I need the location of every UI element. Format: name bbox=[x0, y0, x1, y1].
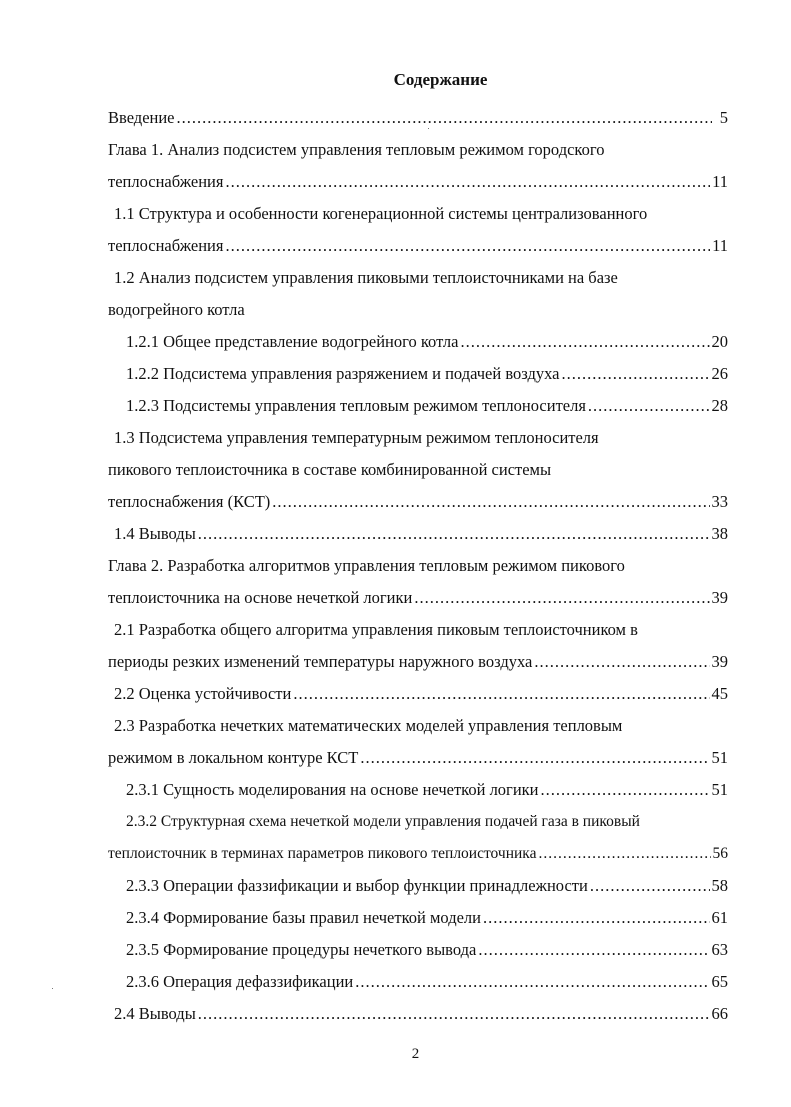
toc-entry-text: 2.3.6 Операция дефаззификации bbox=[126, 972, 354, 991]
toc-entry[interactable] bbox=[108, 550, 728, 582]
toc-entry[interactable] bbox=[108, 390, 728, 422]
table-of-contents bbox=[108, 102, 728, 1030]
toc-entry-page: 5 bbox=[719, 108, 728, 127]
toc-entry-text: 1.2.2 Подсистема управления разряжением и подачей воздуха bbox=[126, 364, 560, 383]
dot-leader bbox=[272, 486, 709, 518]
toc-entry-page: 63 bbox=[711, 940, 728, 959]
toc-entry-text: пикового теплоисточника в составе комбинированной системы bbox=[108, 460, 552, 479]
toc-entry[interactable] bbox=[108, 262, 728, 294]
toc-entry-page: 28 bbox=[711, 396, 728, 415]
dot-leader bbox=[483, 902, 710, 934]
toc-entry[interactable] bbox=[108, 198, 728, 230]
toc-entry[interactable] bbox=[108, 806, 728, 838]
dot-leader bbox=[460, 326, 709, 358]
toc-entry[interactable] bbox=[108, 326, 728, 358]
toc-entry-page: 38 bbox=[711, 524, 728, 543]
toc-entry-text: теплоснабжения bbox=[108, 236, 224, 255]
toc-entry-page: 51 bbox=[711, 780, 728, 799]
toc-entry[interactable] bbox=[108, 934, 728, 966]
toc-entry-text: 1.1 Структура и особенности когенерационной системы централизованного bbox=[114, 204, 648, 223]
dot-leader bbox=[590, 870, 710, 902]
toc-entry[interactable] bbox=[108, 678, 728, 710]
toc-entry-page: 66 bbox=[711, 1004, 728, 1023]
toc-entry[interactable] bbox=[108, 742, 728, 774]
dot-leader bbox=[225, 230, 710, 262]
toc-entry-page: 39 bbox=[711, 652, 728, 671]
toc-entry[interactable] bbox=[108, 710, 728, 742]
toc-entry[interactable] bbox=[108, 166, 728, 198]
toc-entry[interactable] bbox=[108, 902, 728, 934]
toc-entry-text: теплоисточника на основе нечеткой логики bbox=[108, 588, 413, 607]
toc-entry[interactable] bbox=[108, 134, 728, 166]
toc-entry-page: 65 bbox=[711, 972, 728, 991]
toc-entry[interactable] bbox=[108, 422, 728, 454]
toc-entry[interactable] bbox=[108, 294, 728, 326]
dot-leader bbox=[225, 166, 710, 198]
toc-entry-text: теплоснабжения bbox=[108, 172, 224, 191]
toc-entry-page: 58 bbox=[711, 876, 728, 895]
dot-leader bbox=[541, 774, 710, 806]
page-number-container bbox=[0, 1046, 791, 1063]
toc-entry-page: 26 bbox=[711, 364, 728, 383]
toc-entry-page: 11 bbox=[712, 236, 728, 255]
toc-entry-text: режимом в локальном контуре КСТ bbox=[108, 748, 359, 767]
toc-entry[interactable] bbox=[108, 102, 728, 134]
dot-leader bbox=[360, 742, 709, 774]
toc-entry-text: периоды резких изменений температуры наружного воздуха bbox=[108, 652, 533, 671]
toc-entry-text: 2.3 Разработка нечетких математических моделей управления тепловым bbox=[114, 716, 623, 735]
toc-entry-text: Глава 2. Разработка алгоритмов управления тепловым режимом пикового bbox=[108, 556, 625, 575]
dot-leader bbox=[414, 582, 709, 614]
toc-entry-page: 39 bbox=[711, 588, 728, 607]
dot-leader bbox=[198, 518, 710, 550]
toc-entry[interactable] bbox=[108, 998, 728, 1030]
dot-leader bbox=[355, 966, 709, 998]
toc-entry-page: 11 bbox=[712, 172, 728, 191]
dot-leader bbox=[562, 358, 710, 390]
toc-entry-page: 33 bbox=[711, 492, 728, 511]
toc-entry[interactable] bbox=[108, 774, 728, 806]
toc-entry-text: 2.3.2 Структурная схема нечеткой модели управления подачей газа в пиковый bbox=[126, 813, 640, 830]
toc-entry-text: 1.4 Выводы bbox=[114, 524, 196, 543]
toc-entry-page: 61 bbox=[711, 908, 728, 927]
toc-entry-text: Введение bbox=[108, 108, 175, 127]
dot-leader bbox=[177, 102, 712, 134]
toc-entry[interactable] bbox=[108, 614, 728, 646]
dot-leader bbox=[478, 934, 709, 966]
toc-entry[interactable] bbox=[108, 582, 728, 614]
page-title: Содержание bbox=[393, 70, 488, 89]
toc-entry-page: 45 bbox=[711, 684, 728, 703]
dot-leader bbox=[198, 998, 710, 1030]
toc-entry[interactable] bbox=[108, 454, 728, 486]
toc-entry[interactable] bbox=[108, 518, 728, 550]
toc-entry-text: 2.2 Оценка устойчивости bbox=[114, 684, 292, 703]
toc-entry-text: Глава 1. Анализ подсистем управления тепловым режимом городского bbox=[108, 140, 605, 159]
toc-entry-page: 56 bbox=[712, 845, 728, 862]
toc-entry-text: 1.3 Подсистема управления температурным режимом теплоносителя bbox=[114, 428, 599, 447]
toc-entry[interactable] bbox=[108, 230, 728, 262]
toc-entry-page: 20 bbox=[711, 332, 728, 351]
toc-entry[interactable] bbox=[108, 870, 728, 902]
toc-entry-text: теплоснабжения (КСТ) bbox=[108, 492, 271, 511]
scan-speck bbox=[428, 128, 429, 129]
dot-leader bbox=[538, 838, 710, 870]
toc-entry[interactable] bbox=[108, 646, 728, 678]
toc-entry[interactable] bbox=[108, 966, 728, 998]
toc-entry-text: 1.2.1 Общее представление водогрейного котла bbox=[126, 332, 459, 351]
toc-entry-page: 51 bbox=[711, 748, 728, 767]
toc-entry-text: 1.2 Анализ подсистем управления пиковыми теплоисточниками на базе bbox=[114, 268, 618, 287]
dot-leader bbox=[293, 678, 709, 710]
toc-entry[interactable] bbox=[108, 486, 728, 518]
toc-entry-text: 2.3.1 Сущность моделирования на основе нечеткой логики bbox=[126, 780, 539, 799]
toc-entry-text: 2.3.4 Формирование базы правил нечеткой модели bbox=[126, 908, 481, 927]
toc-entry-text: теплоисточник в терминах параметров пикового теплоисточника bbox=[108, 845, 537, 862]
page-number: 2 bbox=[411, 1046, 420, 1062]
scan-speck bbox=[52, 988, 53, 989]
toc-entry[interactable] bbox=[108, 358, 728, 390]
toc-entry-text: 2.4 Выводы bbox=[114, 1004, 196, 1023]
dot-leader bbox=[588, 390, 710, 422]
dot-leader bbox=[534, 646, 709, 678]
toc-entry-text: 2.3.3 Операции фаззификации и выбор функции принадлежности bbox=[126, 876, 588, 895]
toc-entry[interactable] bbox=[108, 838, 728, 870]
toc-entry-text: 2.1 Разработка общего алгоритма управления пиковым теплоисточником в bbox=[114, 620, 638, 639]
toc-entry-text: водогрейного котла bbox=[108, 300, 245, 319]
toc-entry-text: 1.2.3 Подсистемы управления тепловым режимом теплоносителя bbox=[126, 396, 586, 415]
title-container bbox=[0, 70, 791, 90]
toc-entry-text: 2.3.5 Формирование процедуры нечеткого вывода bbox=[126, 940, 477, 959]
